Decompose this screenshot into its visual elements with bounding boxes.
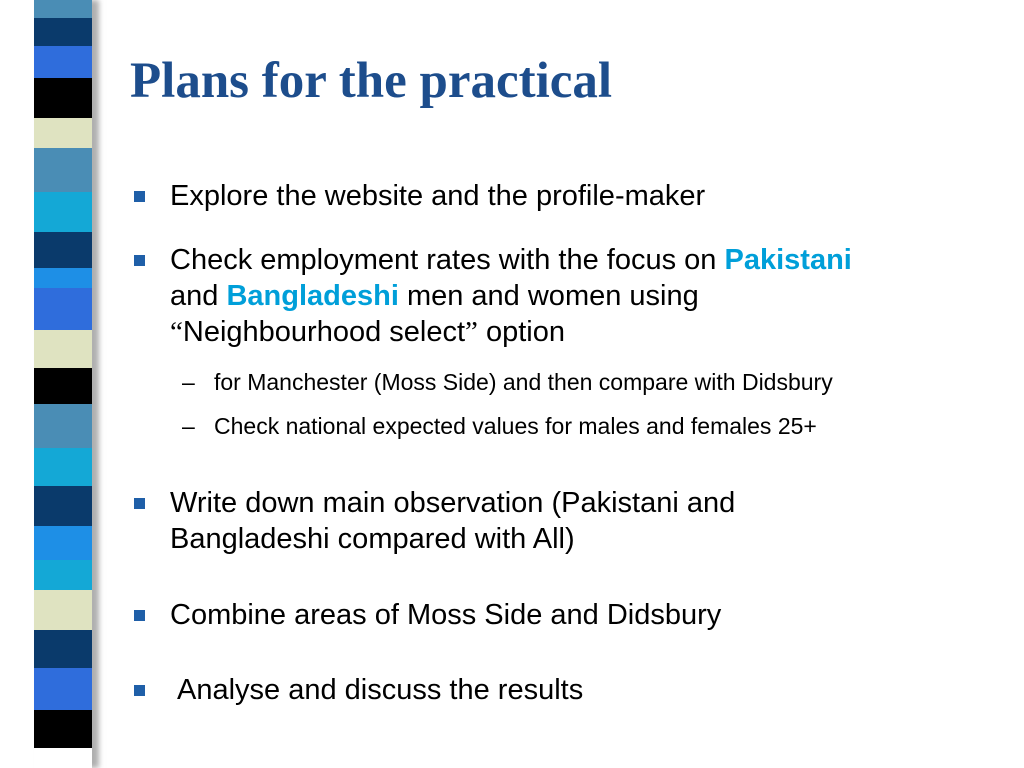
stripe-segment xyxy=(34,526,92,560)
highlight-bangladeshi: Bangladeshi xyxy=(226,280,399,312)
stripe-segment xyxy=(34,0,92,18)
stripe-segment xyxy=(34,486,92,526)
stripe-segment xyxy=(34,118,92,148)
close-quote: ” xyxy=(465,316,478,348)
bullet-text: Write down main observation (Pakistani and xyxy=(170,487,736,519)
stripe-segment xyxy=(34,192,92,232)
bullet-line xyxy=(170,242,1010,278)
bullet-square-icon xyxy=(134,255,145,266)
stripe-segment xyxy=(34,148,92,192)
stripe-segment xyxy=(34,18,92,46)
stripe-segment xyxy=(34,330,92,368)
sub-bullet-text: Check national expected values for males and females 25+ xyxy=(214,413,817,439)
stripe-segment xyxy=(34,448,92,486)
bullet-square-icon xyxy=(134,191,145,202)
bullet-square-icon xyxy=(134,685,145,696)
stripe-segment xyxy=(34,630,92,668)
stripe-segment xyxy=(34,232,92,268)
bullet-text: Bangladeshi compared with All) xyxy=(170,523,575,555)
bullet-text: Combine areas of Moss Side and Didsbury xyxy=(170,599,722,631)
bullet-line xyxy=(170,278,1010,314)
stripe-segment xyxy=(34,404,92,448)
bullet-square-icon xyxy=(134,498,145,509)
bullet-line xyxy=(170,314,1010,350)
sub-bullet-dash: – xyxy=(182,369,195,395)
bullet-text: Neighbourhood select xyxy=(182,316,466,348)
bullet-text: Check employment rates with the focus on xyxy=(170,244,717,276)
bullet-text: Explore the website and the profile-maker xyxy=(170,180,706,212)
stripe-segment xyxy=(34,590,92,630)
sub-bullet-text: for Manchester (Moss Side) and then compare with Didsbury xyxy=(214,369,833,395)
bullet-square-icon xyxy=(134,610,145,621)
stripe-segment xyxy=(34,78,92,118)
stripe-segment xyxy=(34,46,92,78)
bullet-text: Analyse and discuss the results xyxy=(177,674,584,706)
stripe-segment xyxy=(34,560,92,590)
bullet-text: men and women using xyxy=(406,280,699,312)
stripe-segment xyxy=(34,288,92,330)
stripe-segment xyxy=(34,668,92,710)
decorative-stripe-bar xyxy=(34,0,92,768)
stripe-segment xyxy=(34,368,92,404)
bullet-text: and xyxy=(170,280,219,312)
bullet-text: option xyxy=(485,316,565,348)
highlight-pakistani: Pakistani xyxy=(724,244,852,276)
stripe-segment xyxy=(34,268,92,288)
stripe-segment xyxy=(34,710,92,748)
slide-title: Plans for the practical xyxy=(130,53,613,109)
open-quote: “ xyxy=(170,316,183,348)
sub-bullet-dash: – xyxy=(182,413,195,439)
